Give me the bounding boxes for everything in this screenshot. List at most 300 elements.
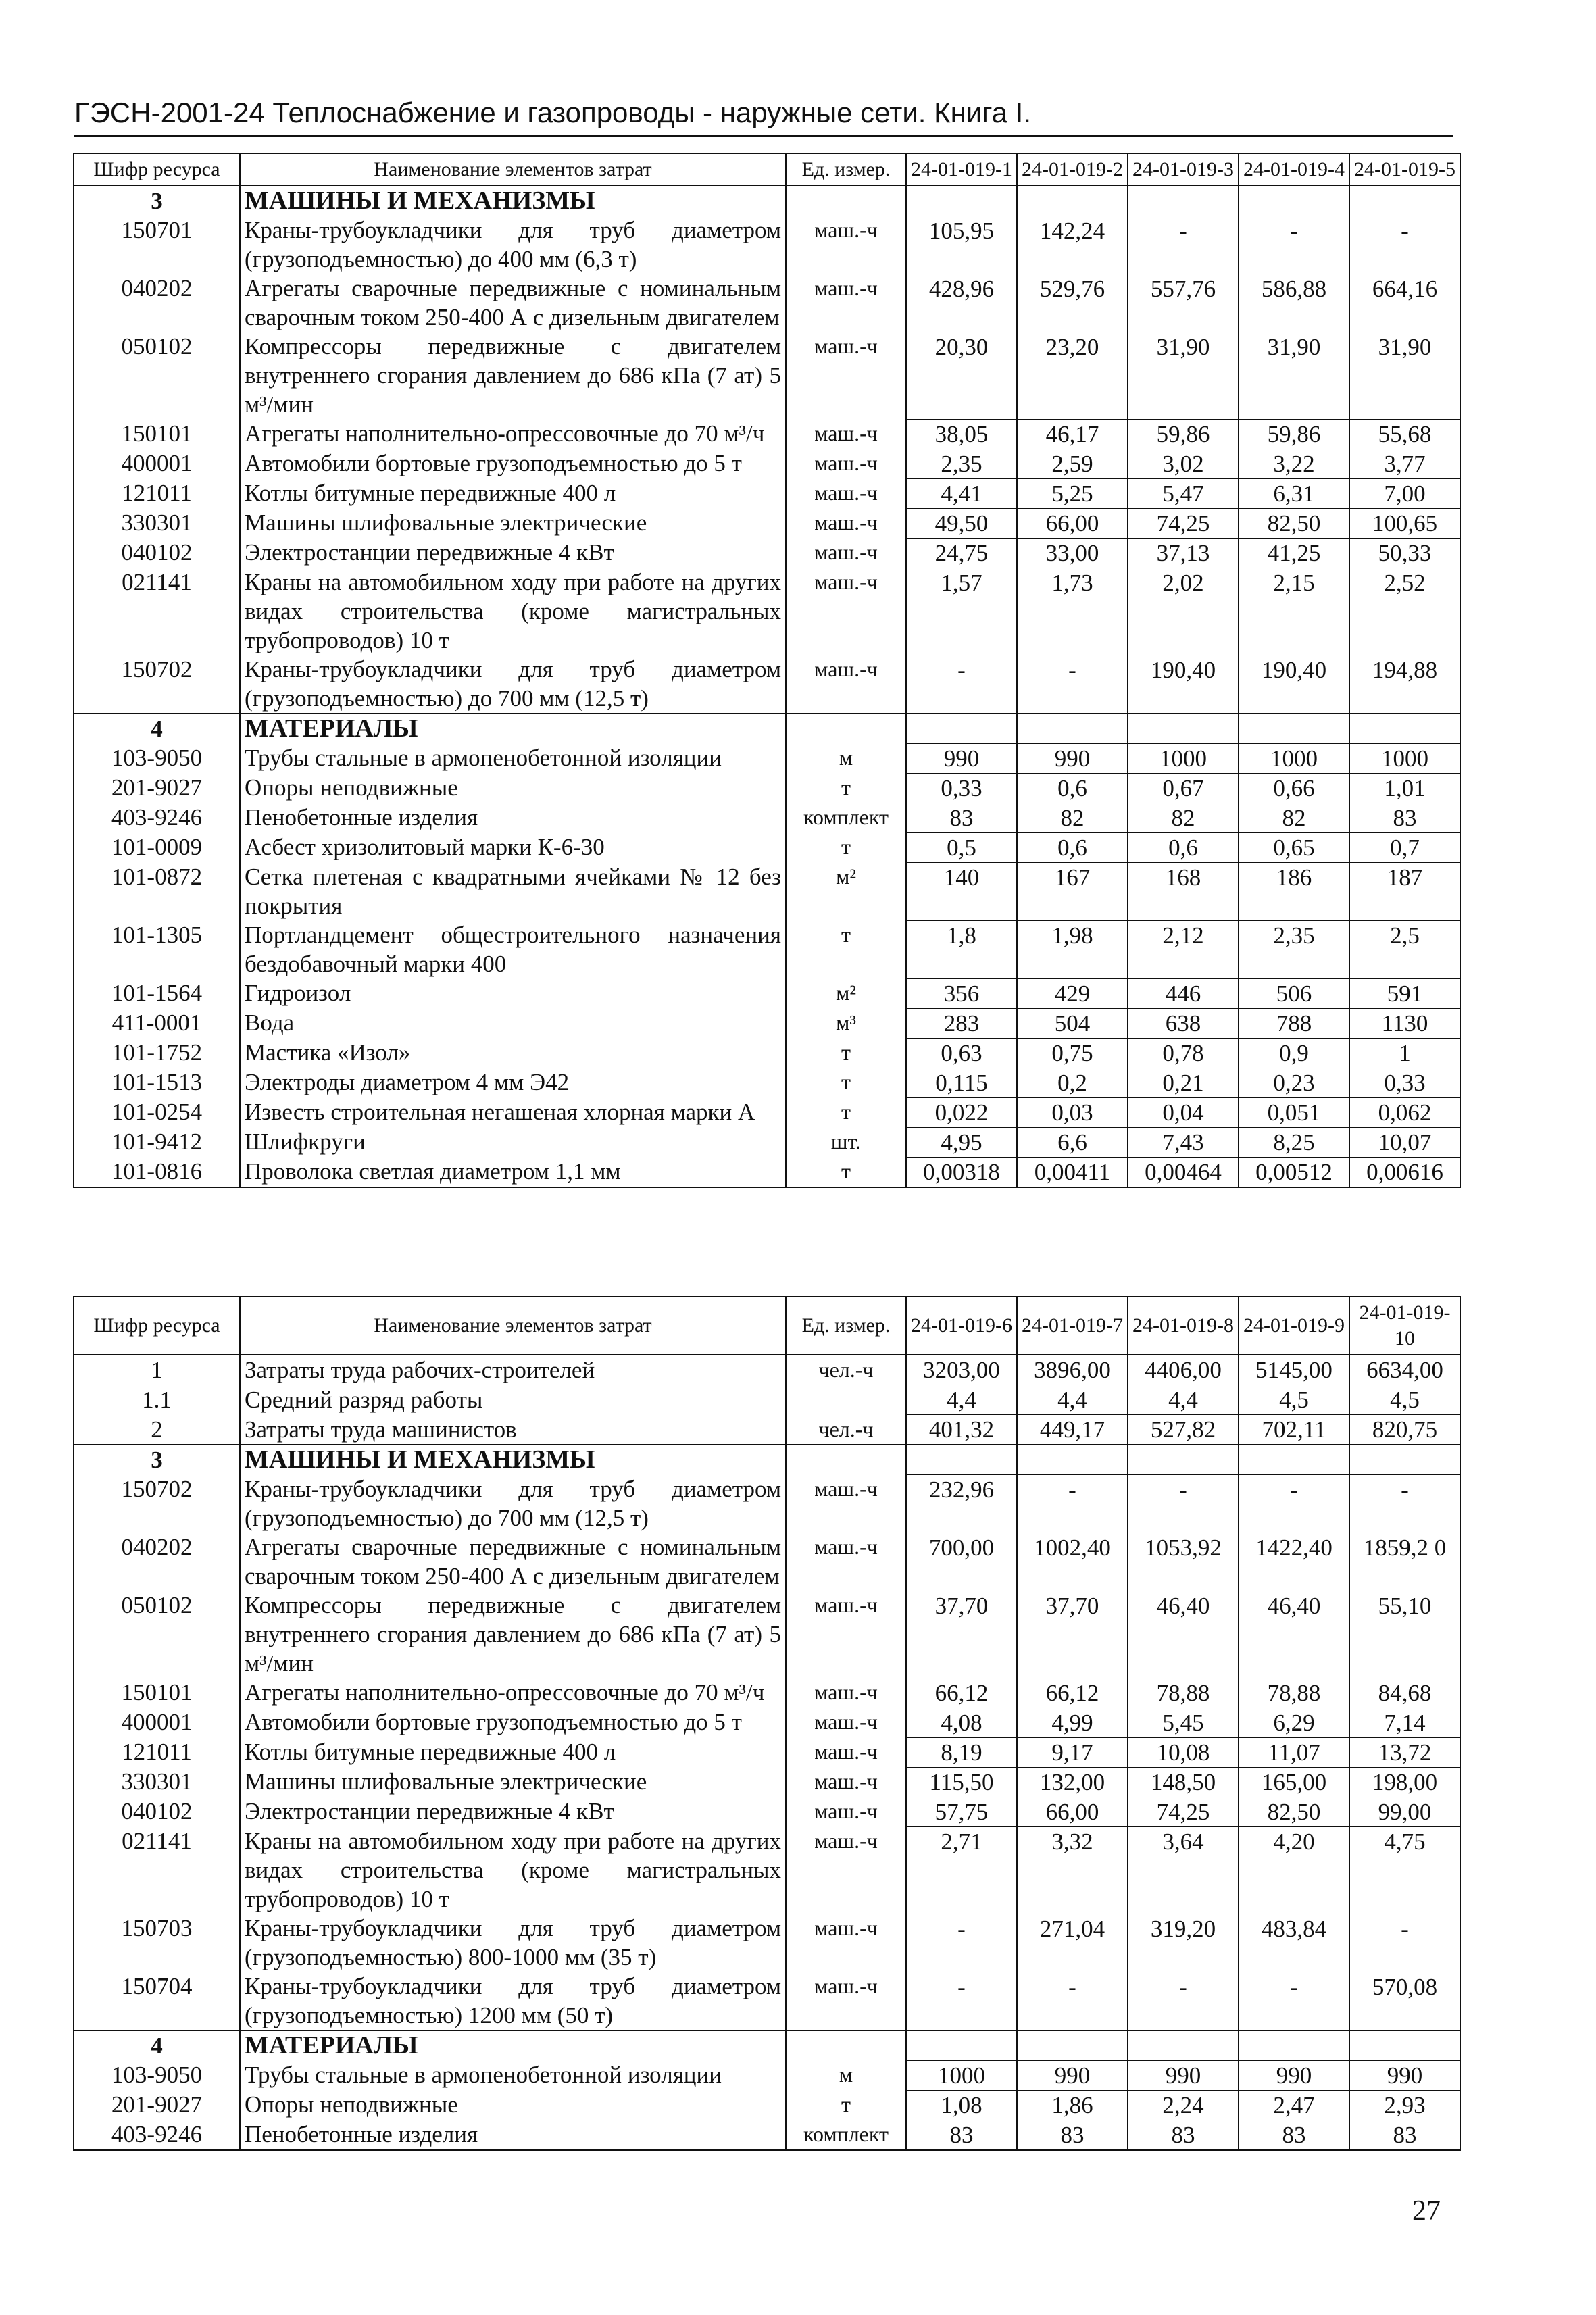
value-cell: 0,63 bbox=[906, 1038, 1017, 1068]
resource-code: 150101 bbox=[74, 419, 240, 449]
value-cell: 4,5 bbox=[1349, 1385, 1460, 1415]
table-row bbox=[74, 1533, 1460, 1591]
value-cell: 4,08 bbox=[906, 1708, 1017, 1737]
value-cell: 4,20 bbox=[1239, 1826, 1349, 1914]
value-cell: 83 bbox=[1349, 2120, 1460, 2150]
value-cell: 55,68 bbox=[1349, 419, 1460, 449]
value-cell: 6,6 bbox=[1017, 1127, 1128, 1157]
value-cell bbox=[1128, 2031, 1239, 2060]
value-cell: 83 bbox=[1349, 803, 1460, 832]
resource-code: 040102 bbox=[74, 538, 240, 568]
value-cell: 57,75 bbox=[906, 1797, 1017, 1826]
value-cell: 74,25 bbox=[1128, 1797, 1239, 1826]
column-header: Шифр ресурса bbox=[74, 1297, 240, 1355]
value-cell: 5,25 bbox=[1017, 478, 1128, 508]
value-cell: - bbox=[1239, 216, 1349, 274]
resource-name: Опоры неподвижные bbox=[240, 773, 786, 803]
resource-code: 103-9050 bbox=[74, 2060, 240, 2090]
resource-code: 040202 bbox=[74, 1533, 240, 1591]
column-header: 24-01-019-2 bbox=[1017, 153, 1128, 186]
section-row bbox=[74, 2031, 1460, 2060]
value-cell bbox=[1239, 1445, 1349, 1474]
table-row bbox=[74, 1678, 1460, 1708]
header-row bbox=[74, 1297, 1460, 1355]
unit-of-measure: маш.-ч bbox=[786, 1914, 906, 1972]
table-row bbox=[74, 1972, 1460, 2031]
value-cell: 449,17 bbox=[1017, 1415, 1128, 1445]
table-row bbox=[74, 978, 1460, 1008]
unit-of-measure: маш.-ч bbox=[786, 1591, 906, 1678]
resource-code: 101-0254 bbox=[74, 1097, 240, 1127]
value-cell: 0,00464 bbox=[1128, 1157, 1239, 1187]
resource-name: МАТЕРИАЛЫ bbox=[240, 714, 786, 743]
value-cell: 1422,40 bbox=[1239, 1533, 1349, 1591]
value-cell: 0,6 bbox=[1017, 773, 1128, 803]
value-cell: 186 bbox=[1239, 862, 1349, 920]
value-cell: 1,08 bbox=[906, 2090, 1017, 2120]
value-cell: 115,50 bbox=[906, 1767, 1017, 1797]
resource-name: Сетка плетеная с квадратными ячейками № 12 без покрытия bbox=[240, 862, 786, 920]
value-cell bbox=[906, 714, 1017, 743]
column-header: 24-01-019-9 bbox=[1239, 1297, 1349, 1355]
resource-name: Краны-трубоукладчики для труб диаметром (грузоподъемностью) 1200 мм (50 т) bbox=[240, 1972, 786, 2031]
value-cell: 4,4 bbox=[906, 1385, 1017, 1415]
value-cell: 46,40 bbox=[1128, 1591, 1239, 1678]
value-cell: 2,47 bbox=[1239, 2090, 1349, 2120]
value-cell: 638 bbox=[1128, 1008, 1239, 1038]
value-cell bbox=[1239, 714, 1349, 743]
value-cell: - bbox=[906, 1972, 1017, 2031]
resource-code: 150701 bbox=[74, 216, 240, 274]
value-cell: 10,07 bbox=[1349, 1127, 1460, 1157]
value-cell: 37,70 bbox=[906, 1591, 1017, 1678]
value-cell: 2,35 bbox=[1239, 920, 1349, 978]
value-cell: - bbox=[1017, 1972, 1128, 2031]
resource-name: Машины шлифовальные электрические bbox=[240, 508, 786, 538]
resource-name: Краны-трубоукладчики для труб диаметром (грузоподъемностью) до 700 мм (12,5 т) bbox=[240, 655, 786, 714]
value-cell: 3,22 bbox=[1239, 449, 1349, 478]
value-cell: 0,6 bbox=[1128, 832, 1239, 862]
resource-code: 150702 bbox=[74, 655, 240, 714]
resource-name: Электростанции передвижные 4 кВт bbox=[240, 538, 786, 568]
resource-name: Трубы стальные в армопенобетонной изоляции bbox=[240, 2060, 786, 2090]
resource-name: Шлифкруги bbox=[240, 1127, 786, 1157]
value-cell: 1,73 bbox=[1017, 568, 1128, 655]
value-cell: 1,57 bbox=[906, 568, 1017, 655]
unit-of-measure: маш.-ч bbox=[786, 332, 906, 419]
value-cell: 82,50 bbox=[1239, 508, 1349, 538]
unit-of-measure: маш.-ч bbox=[786, 655, 906, 714]
value-cell: 2,02 bbox=[1128, 568, 1239, 655]
value-cell: 20,30 bbox=[906, 332, 1017, 419]
value-cell: 0,00411 bbox=[1017, 1157, 1128, 1187]
value-cell: 428,96 bbox=[906, 274, 1017, 332]
value-cell: 586,88 bbox=[1239, 274, 1349, 332]
unit-of-measure: маш.-ч bbox=[786, 478, 906, 508]
value-cell: 1,8 bbox=[906, 920, 1017, 978]
value-cell: 82 bbox=[1128, 803, 1239, 832]
value-cell: 167 bbox=[1017, 862, 1128, 920]
resource-code: 101-9412 bbox=[74, 1127, 240, 1157]
value-cell bbox=[1017, 714, 1128, 743]
value-cell: 4,41 bbox=[906, 478, 1017, 508]
value-cell: 0,23 bbox=[1239, 1068, 1349, 1097]
value-cell: 990 bbox=[1128, 2060, 1239, 2090]
value-cell: 990 bbox=[1349, 2060, 1460, 2090]
unit-of-measure: маш.-ч bbox=[786, 568, 906, 655]
value-cell: 49,50 bbox=[906, 508, 1017, 538]
page-number: 27 bbox=[1412, 2195, 1441, 2226]
value-cell: 570,08 bbox=[1349, 1972, 1460, 2031]
unit-of-measure: м bbox=[786, 2060, 906, 2090]
value-cell: 0,022 bbox=[906, 1097, 1017, 1127]
resource-name: Компрессоры передвижные с двигателем внутреннего сгорания давлением до 686 кПа (7 ат) 5 м³/мин bbox=[240, 1591, 786, 1678]
resource-code: 101-1305 bbox=[74, 920, 240, 978]
value-cell: 401,32 bbox=[906, 1415, 1017, 1445]
unit-of-measure: маш.-ч bbox=[786, 419, 906, 449]
section-row bbox=[74, 186, 1460, 216]
resource-code: 101-1513 bbox=[74, 1068, 240, 1097]
value-cell: 4,95 bbox=[906, 1127, 1017, 1157]
resource-code: 121011 bbox=[74, 1737, 240, 1767]
value-cell bbox=[1349, 186, 1460, 216]
resource-table-1 bbox=[73, 153, 1461, 1188]
unit-of-measure: маш.-ч bbox=[786, 1797, 906, 1826]
value-cell bbox=[1239, 186, 1349, 216]
value-cell: 0,66 bbox=[1239, 773, 1349, 803]
unit-of-measure: маш.-ч bbox=[786, 216, 906, 274]
table-row bbox=[74, 1157, 1460, 1187]
value-cell: 74,25 bbox=[1128, 508, 1239, 538]
column-header: Ед. измер. bbox=[786, 153, 906, 186]
resource-name: Компрессоры передвижные с двигателем внутреннего сгорания давлением до 686 кПа (7 ат) 5 м³/мин bbox=[240, 332, 786, 419]
table-row bbox=[74, 216, 1460, 274]
value-cell: 66,12 bbox=[906, 1678, 1017, 1708]
value-cell: 3,77 bbox=[1349, 449, 1460, 478]
table-row bbox=[74, 274, 1460, 332]
value-cell: 0,33 bbox=[1349, 1068, 1460, 1097]
resource-name: Вода bbox=[240, 1008, 786, 1038]
value-cell: 46,40 bbox=[1239, 1591, 1349, 1678]
resource-code: 021141 bbox=[74, 568, 240, 655]
value-cell: 11,07 bbox=[1239, 1737, 1349, 1767]
resource-name: Краны-трубоукладчики для труб диаметром (грузоподъемностью) до 400 мм (6,3 т) bbox=[240, 216, 786, 274]
table-row bbox=[74, 1826, 1460, 1914]
value-cell: - bbox=[1017, 655, 1128, 714]
section-row bbox=[74, 714, 1460, 743]
table-row bbox=[74, 449, 1460, 478]
resource-name: Краны-трубоукладчики для труб диаметром (грузоподъемностью) 800-1000 мм (35 т) bbox=[240, 1914, 786, 1972]
unit-of-measure: т bbox=[786, 1157, 906, 1187]
resource-code: 050102 bbox=[74, 332, 240, 419]
value-cell: 529,76 bbox=[1017, 274, 1128, 332]
value-cell: 46,17 bbox=[1017, 419, 1128, 449]
unit-of-measure: т bbox=[786, 2090, 906, 2120]
table-row bbox=[74, 1385, 1460, 1415]
column-header: 24-01-019-3 bbox=[1128, 153, 1239, 186]
value-cell: 99,00 bbox=[1349, 1797, 1460, 1826]
value-cell: 78,88 bbox=[1128, 1678, 1239, 1708]
resource-name: Агрегаты наполнительно-опрессовочные до 70 м³/ч bbox=[240, 1678, 786, 1708]
value-cell: 0,062 bbox=[1349, 1097, 1460, 1127]
value-cell bbox=[906, 186, 1017, 216]
value-cell: 78,88 bbox=[1239, 1678, 1349, 1708]
resource-name: Затраты труда машинистов bbox=[240, 1415, 786, 1445]
value-cell: 50,33 bbox=[1349, 538, 1460, 568]
value-cell: 83 bbox=[1128, 2120, 1239, 2150]
resource-name: Машины шлифовальные электрические bbox=[240, 1767, 786, 1797]
unit-of-measure: маш.-ч bbox=[786, 1533, 906, 1591]
resource-name: Трубы стальные в армопенобетонной изоляции bbox=[240, 743, 786, 773]
resource-name: Краны на автомобильном ходу при работе на других видах строительства (кроме магистральных трубопроводов) 10 т bbox=[240, 1826, 786, 1914]
value-cell: 41,25 bbox=[1239, 538, 1349, 568]
value-cell: 990 bbox=[1017, 2060, 1128, 2090]
resource-name: Проволока светлая диаметром 1,1 мм bbox=[240, 1157, 786, 1187]
value-cell: 0,21 bbox=[1128, 1068, 1239, 1097]
resource-code: 021141 bbox=[74, 1826, 240, 1914]
unit-of-measure bbox=[786, 2031, 906, 2060]
resource-code: 050102 bbox=[74, 1591, 240, 1678]
value-cell: - bbox=[906, 1914, 1017, 1972]
value-cell: 1000 bbox=[1239, 743, 1349, 773]
value-cell: 2,5 bbox=[1349, 920, 1460, 978]
resource-name: Краны-трубоукладчики для труб диаметром (грузоподъемностью) до 700 мм (12,5 т) bbox=[240, 1474, 786, 1533]
value-cell: - bbox=[1128, 216, 1239, 274]
value-cell: 1,01 bbox=[1349, 773, 1460, 803]
table-row bbox=[74, 1767, 1460, 1797]
value-cell: 2,15 bbox=[1239, 568, 1349, 655]
unit-of-measure: м² bbox=[786, 862, 906, 920]
value-cell bbox=[1128, 186, 1239, 216]
value-cell: 1053,92 bbox=[1128, 1533, 1239, 1591]
value-cell: 2,71 bbox=[906, 1826, 1017, 1914]
resource-code: 411-0001 bbox=[74, 1008, 240, 1038]
value-cell: 1130 bbox=[1349, 1008, 1460, 1038]
value-cell: 0,2 bbox=[1017, 1068, 1128, 1097]
table-row bbox=[74, 1415, 1460, 1445]
value-cell: 990 bbox=[1017, 743, 1128, 773]
value-cell: 356 bbox=[906, 978, 1017, 1008]
resource-name: Портландцемент общестроительного назначения бездобавочный марки 400 bbox=[240, 920, 786, 978]
value-cell: 59,86 bbox=[1239, 419, 1349, 449]
value-cell: - bbox=[1349, 1474, 1460, 1533]
table-row bbox=[74, 2120, 1460, 2150]
value-cell: 4,5 bbox=[1239, 1385, 1349, 1415]
value-cell: 148,50 bbox=[1128, 1767, 1239, 1797]
value-cell: 2,52 bbox=[1349, 568, 1460, 655]
column-header: 24-01-019-4 bbox=[1239, 153, 1349, 186]
value-cell: - bbox=[1349, 216, 1460, 274]
value-cell: 9,17 bbox=[1017, 1737, 1128, 1767]
table-row bbox=[74, 1737, 1460, 1767]
table-row bbox=[74, 2060, 1460, 2090]
table-row bbox=[74, 1127, 1460, 1157]
header-row bbox=[74, 153, 1460, 186]
resource-name: Известь строительная негашеная хлорная марки А bbox=[240, 1097, 786, 1127]
value-cell: 2,12 bbox=[1128, 920, 1239, 978]
resource-name: Мастика «Изол» bbox=[240, 1038, 786, 1068]
value-cell: 7,14 bbox=[1349, 1708, 1460, 1737]
unit-of-measure bbox=[786, 1445, 906, 1474]
value-cell: 4406,00 bbox=[1128, 1355, 1239, 1385]
value-cell: 788 bbox=[1239, 1008, 1349, 1038]
table-row bbox=[74, 1008, 1460, 1038]
value-cell: 31,90 bbox=[1349, 332, 1460, 419]
unit-of-measure: чел.-ч bbox=[786, 1415, 906, 1445]
table-row bbox=[74, 832, 1460, 862]
value-cell: 6,29 bbox=[1239, 1708, 1349, 1737]
column-header: 24-01-019-10 bbox=[1349, 1297, 1460, 1355]
column-header: Ед. измер. bbox=[786, 1297, 906, 1355]
column-header: 24-01-019-8 bbox=[1128, 1297, 1239, 1355]
resource-name: Котлы битумные передвижные 400 л bbox=[240, 1737, 786, 1767]
value-cell: 10,08 bbox=[1128, 1737, 1239, 1767]
unit-of-measure: комплект bbox=[786, 803, 906, 832]
resource-code: 201-9027 bbox=[74, 773, 240, 803]
value-cell bbox=[1349, 1445, 1460, 1474]
table-row bbox=[74, 1708, 1460, 1737]
value-cell: 0,03 bbox=[1017, 1097, 1128, 1127]
value-cell: 0,65 bbox=[1239, 832, 1349, 862]
resource-name: Электростанции передвижные 4 кВт bbox=[240, 1797, 786, 1826]
value-cell: 0,67 bbox=[1128, 773, 1239, 803]
resource-name: Электроды диаметром 4 мм Э42 bbox=[240, 1068, 786, 1097]
table-row bbox=[74, 862, 1460, 920]
unit-of-measure: маш.-ч bbox=[786, 1826, 906, 1914]
resource-name: Средний разряд работы bbox=[240, 1385, 786, 1415]
resource-name: Асбест хризолитовый марки К-6-30 bbox=[240, 832, 786, 862]
unit-of-measure: маш.-ч bbox=[786, 1767, 906, 1797]
value-cell: 702,11 bbox=[1239, 1415, 1349, 1445]
table-row bbox=[74, 920, 1460, 978]
resource-code: 1.1 bbox=[74, 1385, 240, 1415]
value-cell: 591 bbox=[1349, 978, 1460, 1008]
value-cell: 483,84 bbox=[1239, 1914, 1349, 1972]
resource-name: Котлы битумные передвижные 400 л bbox=[240, 478, 786, 508]
unit-of-measure: маш.-ч bbox=[786, 449, 906, 478]
resource-table-2 bbox=[73, 1296, 1461, 2151]
value-cell: 700,00 bbox=[906, 1533, 1017, 1591]
resource-name: МАТЕРИАЛЫ bbox=[240, 2031, 786, 2060]
value-cell: 271,04 bbox=[1017, 1914, 1128, 1972]
resource-code: 330301 bbox=[74, 1767, 240, 1797]
value-cell: 4,75 bbox=[1349, 1826, 1460, 1914]
resource-code: 4 bbox=[74, 2031, 240, 2060]
unit-of-measure: т bbox=[786, 920, 906, 978]
unit-of-measure: м³ bbox=[786, 1008, 906, 1038]
value-cell: 2,93 bbox=[1349, 2090, 1460, 2120]
value-cell: 194,88 bbox=[1349, 655, 1460, 714]
value-cell bbox=[1128, 1445, 1239, 1474]
unit-of-measure: маш.-ч bbox=[786, 538, 906, 568]
resource-code: 201-9027 bbox=[74, 2090, 240, 2120]
value-cell: 3,64 bbox=[1128, 1826, 1239, 1914]
table-row bbox=[74, 655, 1460, 714]
value-cell: 83 bbox=[906, 803, 1017, 832]
value-cell: 429 bbox=[1017, 978, 1128, 1008]
value-cell: 82 bbox=[1017, 803, 1128, 832]
resource-code: 1 bbox=[74, 1355, 240, 1385]
value-cell: - bbox=[1349, 1914, 1460, 1972]
value-cell: - bbox=[1128, 1972, 1239, 2031]
value-cell: 33,00 bbox=[1017, 538, 1128, 568]
value-cell: 13,72 bbox=[1349, 1737, 1460, 1767]
table-row bbox=[74, 773, 1460, 803]
value-cell: 3,32 bbox=[1017, 1826, 1128, 1914]
unit-of-measure bbox=[786, 186, 906, 216]
value-cell: 4,99 bbox=[1017, 1708, 1128, 1737]
value-cell bbox=[1017, 1445, 1128, 1474]
section-row bbox=[74, 1445, 1460, 1474]
value-cell: 8,25 bbox=[1239, 1127, 1349, 1157]
value-cell: 664,16 bbox=[1349, 274, 1460, 332]
table-row bbox=[74, 1914, 1460, 1972]
value-cell: 990 bbox=[1239, 2060, 1349, 2090]
unit-of-measure: маш.-ч bbox=[786, 1474, 906, 1533]
resource-code: 150704 bbox=[74, 1972, 240, 2031]
value-cell: 23,20 bbox=[1017, 332, 1128, 419]
value-cell: 2,24 bbox=[1128, 2090, 1239, 2120]
value-cell: - bbox=[1239, 1474, 1349, 1533]
value-cell: 1,86 bbox=[1017, 2090, 1128, 2120]
value-cell: 504 bbox=[1017, 1008, 1128, 1038]
unit-of-measure: маш.-ч bbox=[786, 1972, 906, 2031]
value-cell bbox=[906, 1445, 1017, 1474]
value-cell: 1000 bbox=[1128, 743, 1239, 773]
unit-of-measure: комплект bbox=[786, 2120, 906, 2150]
value-cell: 0,5 bbox=[906, 832, 1017, 862]
resource-code: 040202 bbox=[74, 274, 240, 332]
resource-code: 150702 bbox=[74, 1474, 240, 1533]
value-cell: - bbox=[1239, 1972, 1349, 2031]
value-cell: 132,00 bbox=[1017, 1767, 1128, 1797]
value-cell: 446 bbox=[1128, 978, 1239, 1008]
unit-of-measure: маш.-ч bbox=[786, 1708, 906, 1737]
value-cell: 5,47 bbox=[1128, 478, 1239, 508]
value-cell: 0,6 bbox=[1017, 832, 1128, 862]
value-cell: 527,82 bbox=[1128, 1415, 1239, 1445]
value-cell: 506 bbox=[1239, 978, 1349, 1008]
value-cell: 190,40 bbox=[1128, 655, 1239, 714]
table-row bbox=[74, 2090, 1460, 2120]
value-cell: 140 bbox=[906, 862, 1017, 920]
table-row bbox=[74, 1068, 1460, 1097]
value-cell: 37,70 bbox=[1017, 1591, 1128, 1678]
value-cell: 1000 bbox=[1349, 743, 1460, 773]
resource-code: 150101 bbox=[74, 1678, 240, 1708]
value-cell: 165,00 bbox=[1239, 1767, 1349, 1797]
resource-code: 3 bbox=[74, 186, 240, 216]
value-cell: 2,59 bbox=[1017, 449, 1128, 478]
value-cell: 3,02 bbox=[1128, 449, 1239, 478]
resource-name: Краны на автомобильном ходу при работе на других видах строительства (кроме магистральных трубопроводов) 10 т bbox=[240, 568, 786, 655]
unit-of-measure: т bbox=[786, 1068, 906, 1097]
value-cell: 168 bbox=[1128, 862, 1239, 920]
value-cell: 0,00318 bbox=[906, 1157, 1017, 1187]
value-cell: 0,04 bbox=[1128, 1097, 1239, 1127]
table-row bbox=[74, 1038, 1460, 1068]
resource-name: Агрегаты сварочные передвижные с номинальным сварочным током 250-400 А с дизельным двигателем bbox=[240, 1533, 786, 1591]
table-row bbox=[74, 332, 1460, 419]
unit-of-measure bbox=[786, 1385, 906, 1415]
value-cell: 3896,00 bbox=[1017, 1355, 1128, 1385]
unit-of-measure: м² bbox=[786, 978, 906, 1008]
value-cell: 232,96 bbox=[906, 1474, 1017, 1533]
table-row bbox=[74, 1097, 1460, 1127]
value-cell: 4,4 bbox=[1017, 1385, 1128, 1415]
resource-name: Автомобили бортовые грузоподъемностью до 5 т bbox=[240, 449, 786, 478]
value-cell: 820,75 bbox=[1349, 1415, 1460, 1445]
